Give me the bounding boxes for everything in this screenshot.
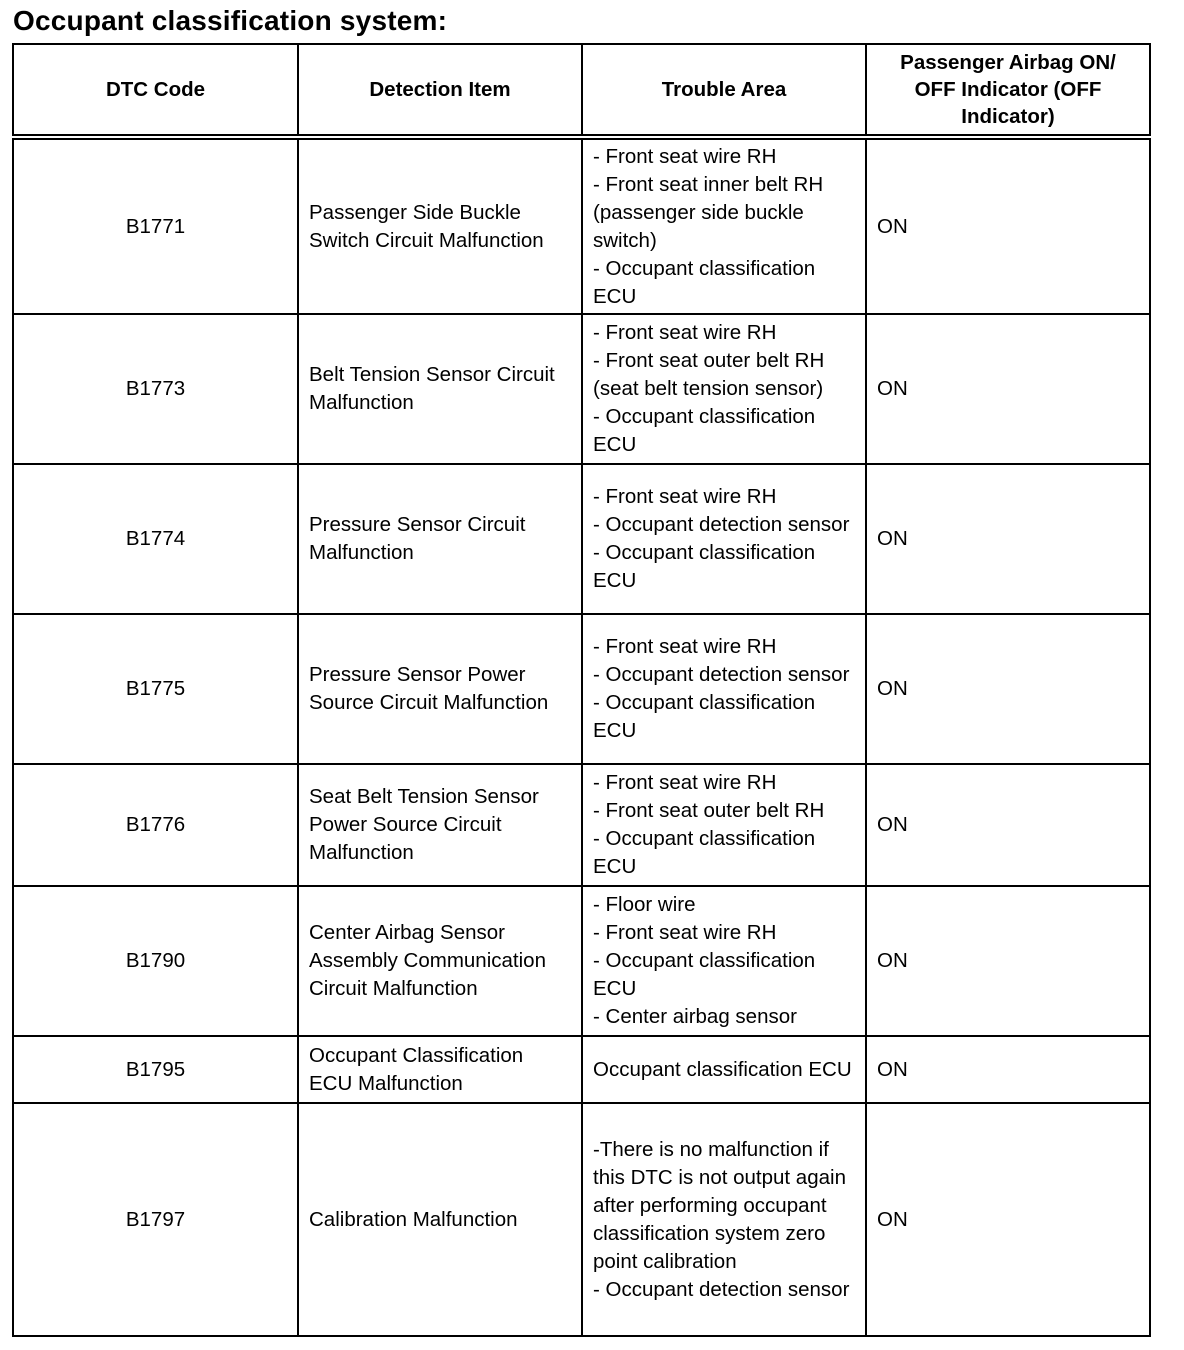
indicator-cell: ON bbox=[866, 464, 1150, 614]
indicator-cell: ON bbox=[866, 886, 1150, 1036]
header-dtc-code: DTC Code bbox=[13, 44, 298, 137]
dtc-code-cell: B1795 bbox=[13, 1036, 298, 1103]
trouble-area-line: - Occupant classification ECU bbox=[593, 949, 821, 1000]
indicator-cell: ON bbox=[866, 137, 1150, 314]
trouble-area-line: - Occupant classification ECU bbox=[593, 541, 821, 592]
dtc-code-cell: B1776 bbox=[13, 764, 298, 886]
detection-item-cell: Center Airbag Sensor Assembly Communication Circuit Malfunction bbox=[298, 886, 582, 1036]
trouble-area-line: - Occupant detection sensor bbox=[593, 513, 850, 536]
trouble-area-cell bbox=[582, 137, 866, 314]
table-row bbox=[13, 464, 1150, 614]
trouble-area-cell bbox=[582, 314, 866, 464]
trouble-area-cell bbox=[582, 1103, 866, 1336]
table-row bbox=[13, 1103, 1150, 1336]
table-row bbox=[13, 137, 1150, 314]
table-row bbox=[13, 886, 1150, 1036]
header-trouble-area: Trouble Area bbox=[582, 44, 866, 137]
detection-item-cell: Belt Tension Sensor Circuit Malfunction bbox=[298, 314, 582, 464]
trouble-area-cell bbox=[582, 764, 866, 886]
detection-item-cell: Occupant Classification ECU Malfunction bbox=[298, 1036, 582, 1103]
table-row bbox=[13, 614, 1150, 764]
indicator-cell: ON bbox=[866, 1036, 1150, 1103]
table-body bbox=[13, 137, 1150, 1336]
table-row bbox=[13, 314, 1150, 464]
trouble-area-line: - Front seat wire RH bbox=[593, 321, 777, 344]
trouble-area-line: - Occupant classification ECU bbox=[593, 827, 821, 878]
dtc-code-cell: B1773 bbox=[13, 314, 298, 464]
trouble-area-line: - Occupant detection sensor bbox=[593, 1277, 850, 1301]
header-row bbox=[13, 44, 1150, 137]
trouble-area-line: Occupant classification ECU bbox=[593, 1057, 852, 1081]
trouble-area-line: - Occupant classification ECU bbox=[593, 405, 821, 456]
trouble-area-line: - Occupant classification ECU bbox=[593, 691, 821, 742]
detection-item-cell: Calibration Malfunction bbox=[298, 1103, 582, 1336]
dtc-code-cell: B1774 bbox=[13, 464, 298, 614]
trouble-area-line: - Front seat inner belt RH (passenger side buckle switch) bbox=[593, 172, 829, 252]
indicator-cell: ON bbox=[866, 314, 1150, 464]
indicator-cell: ON bbox=[866, 764, 1150, 886]
dtc-code-cell: B1790 bbox=[13, 886, 298, 1036]
trouble-area-line: - Front seat outer belt RH (seat belt tension sensor) bbox=[593, 349, 830, 400]
trouble-area-cell bbox=[582, 886, 866, 1036]
trouble-area-line: - Front seat wire RH bbox=[593, 771, 777, 794]
trouble-area-line: - Front seat wire RH bbox=[593, 921, 777, 944]
detection-item-cell: Pressure Sensor Circuit Malfunction bbox=[298, 464, 582, 614]
detection-item-cell: Passenger Side Buckle Switch Circuit Malfunction bbox=[298, 137, 582, 314]
detection-item-cell: Seat Belt Tension Sensor Power Source Circuit Malfunction bbox=[298, 764, 582, 886]
indicator-cell: ON bbox=[866, 614, 1150, 764]
header-detection-item: Detection Item bbox=[298, 44, 582, 137]
dtc-table bbox=[12, 43, 1151, 1337]
trouble-area-line: - Occupant detection sensor bbox=[593, 663, 850, 686]
dtc-code-cell: B1771 bbox=[13, 137, 298, 314]
trouble-area-line: - Front seat outer belt RH bbox=[593, 799, 825, 822]
trouble-area-cell bbox=[582, 1036, 866, 1103]
page-title: Occupant classification system: bbox=[13, 5, 448, 36]
trouble-area-line: - Center airbag sensor bbox=[593, 1005, 797, 1028]
dtc-code-cell: B1797 bbox=[13, 1103, 298, 1336]
trouble-area-line: - Front seat wire RH bbox=[593, 635, 777, 658]
table-row bbox=[13, 764, 1150, 886]
detection-item-cell: Pressure Sensor Power Source Circuit Malfunction bbox=[298, 614, 582, 764]
trouble-area-line: - Floor wire bbox=[593, 893, 696, 916]
trouble-area-line: - Occupant classification ECU bbox=[593, 256, 821, 308]
dtc-code-cell: B1775 bbox=[13, 614, 298, 764]
indicator-cell: ON bbox=[866, 1103, 1150, 1336]
trouble-area-line: - Front seat wire RH bbox=[593, 485, 777, 508]
table-header bbox=[13, 44, 1150, 137]
trouble-area-cell bbox=[582, 464, 866, 614]
header-indicator: Passenger Airbag ON/ OFF Indicator (OFF Indicator) bbox=[866, 44, 1150, 137]
table-row bbox=[13, 1036, 1150, 1103]
trouble-area-cell bbox=[582, 614, 866, 764]
trouble-area-line: - Front seat wire RH bbox=[593, 144, 777, 168]
trouble-area-line: -There is no malfunction if this DTC is not output again after performing occupant classification system zero point calibration bbox=[593, 1137, 852, 1273]
